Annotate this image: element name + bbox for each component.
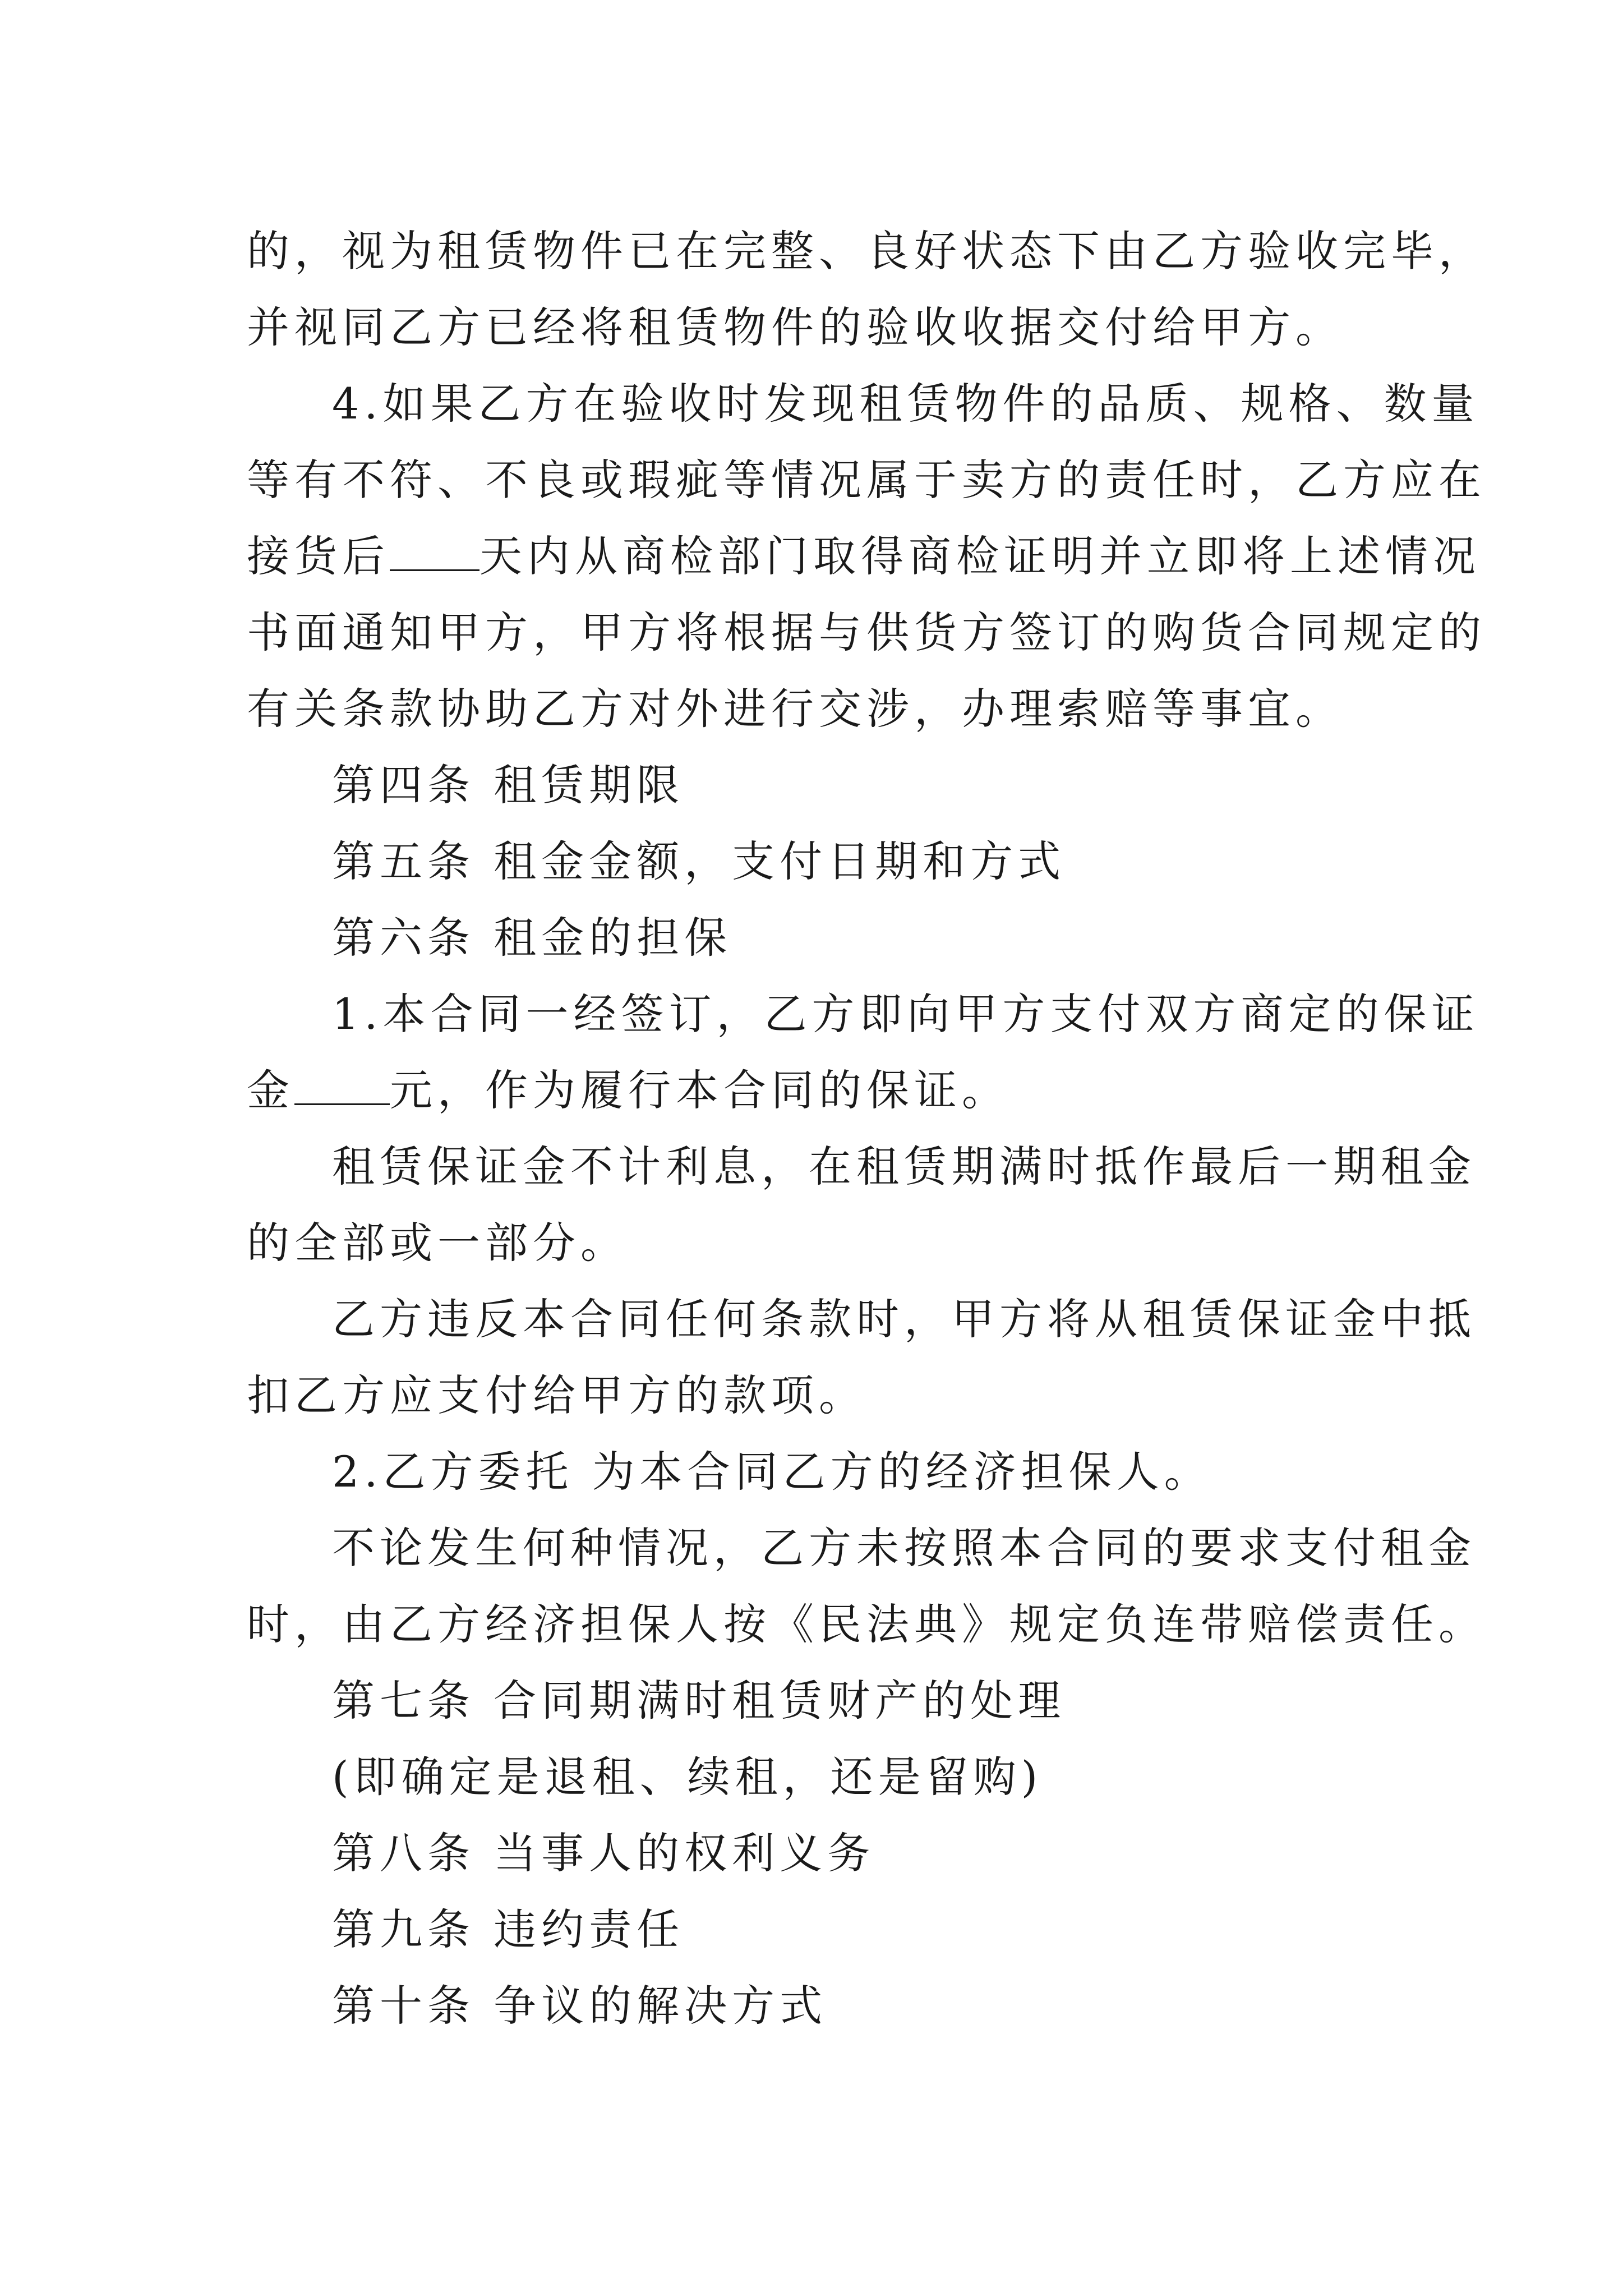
text-line: 书面通知甲方，甲方将根据与供货方签订的购货合同规定的	[247, 608, 1486, 657]
article-5-heading: 第五条 租金金额，支付日期和方式	[332, 836, 1066, 886]
text-line: 的全部或一部分。	[247, 1218, 628, 1268]
article-7-heading: 第七条 合同期满时租赁财产的处理	[332, 1676, 1066, 1726]
text-line: 并视同乙方已经将租赁物件的验收收据交付给甲方。	[247, 302, 1343, 352]
article-6-heading: 第六条 租金的担保	[332, 913, 732, 963]
text-line: 4.如果乙方在验收时发现租赁物件的品质、规格、数量	[332, 379, 1479, 429]
paragraph-deposit	[247, 976, 1479, 1129]
article-10-heading: 第十条 争议的解决方式	[332, 1981, 828, 2031]
text-line: 有关条款协助乙方对外进行交涉，办理索赔等事宜。	[247, 684, 1343, 734]
fill-in-blank-amount	[294, 1070, 390, 1105]
text-segment: 接货后	[247, 531, 390, 581]
paragraph-clause-4	[247, 366, 1486, 747]
article-8-heading: 第八条 当事人的权利义务	[332, 1828, 875, 1878]
article-4-heading: 第四条 租赁期限	[332, 760, 685, 810]
text-line: 租赁保证金不计利息，在租赁期满时抵作最后一期租金	[332, 1142, 1476, 1191]
text-line-with-blank	[247, 1052, 1391, 1129]
article-7-note: (即确定是退租、续租，还是留购)	[332, 1752, 1043, 1802]
text-line: 的，视为租赁物件已在完整、良好状态下由乙方验收完毕，	[247, 226, 1486, 276]
text-segment: 金	[247, 1065, 294, 1115]
text-segment: 天内从商检部门取得商检证明并立即将上述情况	[479, 531, 1481, 581]
text-line: 乙方违反本合同任何条款时，甲方将从租赁保证金中抵	[332, 1294, 1476, 1344]
paragraph-guarantor: 2.乙方委托 为本合同乙方的经济担保人。	[332, 1447, 1212, 1497]
paragraph-guarantor-liability	[247, 1510, 1486, 1663]
article-9-heading: 第九条 违约责任	[332, 1904, 685, 1954]
text-line: 不论发生何种情况，乙方未按照本合同的要求支付租金	[332, 1523, 1476, 1573]
paragraph-deposit-interest	[247, 1129, 1476, 1281]
text-line: 扣乙方应支付给甲方的款项。	[247, 1370, 866, 1420]
text-line: 1.本合同一经签订，乙方即向甲方支付双方商定的保证	[332, 989, 1479, 1039]
text-line-with-blank	[247, 518, 1481, 595]
paragraph-acceptance-continued	[247, 213, 1486, 366]
fill-in-blank-days	[390, 536, 479, 571]
paragraph-deduction	[247, 1281, 1476, 1434]
text-line: 等有不符、不良或瑕疵等情况属于卖方的责任时，乙方应在	[247, 455, 1486, 505]
text-segment: 元，作为履行本合同的保证。	[390, 1065, 1009, 1115]
document-body	[247, 213, 1486, 2044]
text-line: 时，由乙方经济担保人按《民法典》规定负连带赔偿责任。	[247, 1599, 1486, 1649]
